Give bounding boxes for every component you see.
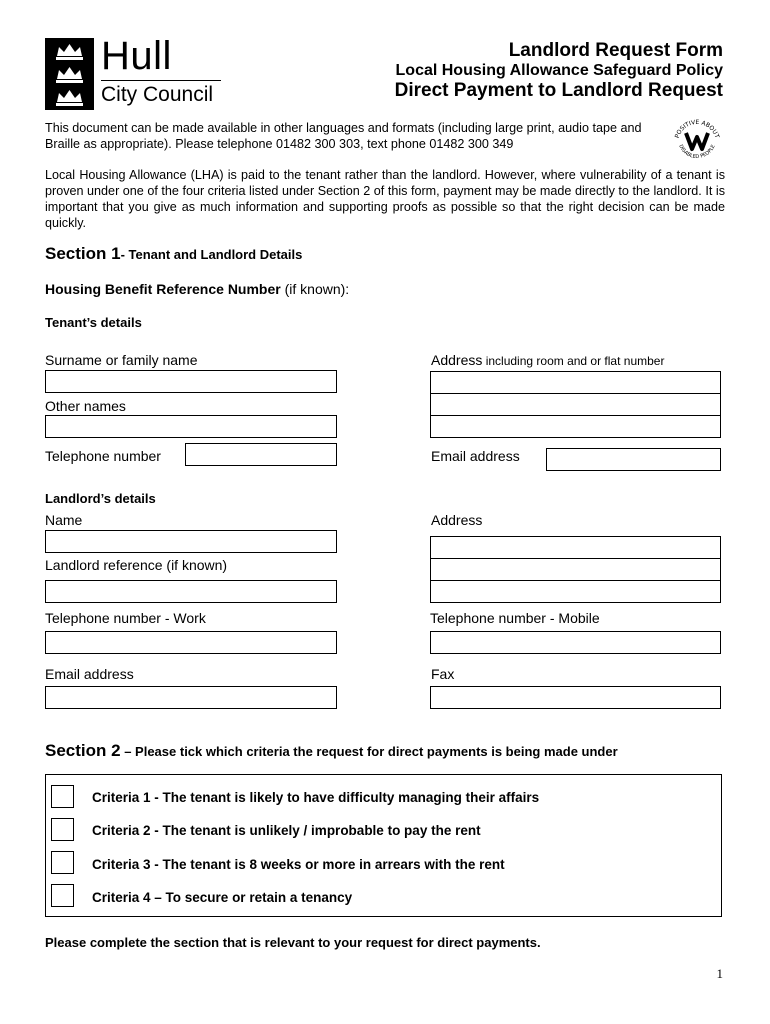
tenant-address-note: including room and or flat number	[482, 354, 665, 368]
landlord-address-line-2[interactable]	[430, 558, 721, 581]
landlord-email-label: Email address	[45, 666, 134, 682]
surname-label: Surname or family name	[45, 352, 198, 368]
landlord-tel-work-input[interactable]	[45, 631, 337, 654]
section1-title-rest: - Tenant and Landlord Details	[120, 247, 303, 262]
section1-title: Section 1	[45, 244, 121, 263]
badge-bottom-text: DISABLED PEOPLE	[677, 143, 717, 161]
criteria-2-checkbox[interactable]	[51, 818, 74, 841]
criteria-1-label: Criteria 1 - The tenant is likely to have difficulty managing their affairs	[92, 790, 540, 805]
landlord-address-label: Address	[431, 512, 483, 528]
form-heading: Direct Payment to Landlord Request	[394, 80, 723, 101]
badge-top-text: POSITIVE ABOUT	[673, 118, 721, 140]
criteria-3-label: Criteria 3 - The tenant is 8 weeks or more in arrears with the rent	[92, 857, 505, 872]
landlord-name-label: Name	[45, 512, 83, 528]
section2-title-rest: – Please tick which criteria the request for direct payments is being made under	[120, 744, 618, 759]
section2-title: Section 2	[45, 741, 121, 760]
criteria-2-label: Criteria 2 - The tenant is unlikely / improbable to pay the rent	[92, 823, 481, 838]
landlord-fax-label: Fax	[431, 666, 455, 682]
tenant-address-label-main: Address	[431, 352, 483, 368]
landlord-reference-label: Landlord reference (if known)	[45, 557, 228, 573]
other-names-label: Other names	[45, 398, 126, 414]
tenant-address-line-2[interactable]	[430, 393, 721, 416]
criteria-1-checkbox[interactable]	[51, 785, 74, 808]
tenant-telephone-label: Telephone number	[45, 448, 161, 464]
tenant-email-input[interactable]	[546, 448, 721, 471]
criteria-3-checkbox[interactable]	[51, 851, 74, 874]
hb-reference-label-bold: Housing Benefit Reference Number	[45, 281, 281, 297]
form-title: Landlord Request Form	[508, 40, 723, 61]
council-crest-logo	[45, 38, 94, 110]
section1-heading	[45, 244, 302, 264]
landlord-tel-mobile-input[interactable]	[430, 631, 721, 654]
tenant-address-line-1[interactable]	[430, 371, 721, 394]
section2-heading	[45, 741, 618, 761]
landlord-reference-input[interactable]	[45, 580, 337, 603]
other-names-input[interactable]	[45, 415, 337, 438]
hb-reference-note: (if known):	[280, 281, 350, 297]
tenant-address-label	[431, 352, 664, 368]
landlord-fax-input[interactable]	[430, 686, 721, 709]
landlord-tel-work-label: Telephone number - Work	[45, 610, 206, 626]
surname-input[interactable]	[45, 370, 337, 393]
page-number: 1	[716, 966, 723, 981]
landlord-address-line-3[interactable]	[430, 580, 721, 603]
tenant-details-title: Tenant’s details	[45, 315, 142, 330]
criteria-4-checkbox[interactable]	[51, 884, 74, 907]
logo-word-hull: Hull	[101, 34, 172, 78]
landlord-email-input[interactable]	[45, 686, 337, 709]
tenant-email-label: Email address	[431, 448, 520, 464]
svg-text:DISABLED PEOPLE	[677, 144, 716, 160]
landlord-address-line-1[interactable]	[430, 536, 721, 559]
hb-reference-label	[45, 281, 349, 297]
positive-about-disabled-people-badge	[670, 117, 724, 163]
tenant-address-line-3[interactable]	[430, 415, 721, 438]
landlord-details-title: Landlord’s details	[45, 491, 156, 506]
landlord-tel-mobile-label: Telephone number - Mobile	[430, 610, 600, 626]
landlord-name-input[interactable]	[45, 530, 337, 553]
footer-instruction: Please complete the section that is relevant to your request for direct payments.	[45, 935, 541, 950]
criteria-4-label: Criteria 4 – To secure or retain a tenancy	[92, 890, 353, 905]
tenant-telephone-input[interactable]	[185, 443, 337, 466]
form-subtitle: Local Housing Allowance Safeguard Policy	[395, 62, 723, 79]
logo-divider	[101, 80, 221, 81]
accessibility-intro: This document can be made available in other languages and formats (including large print, audio tape and Braille as appropriate). Please telephone 01482 300 303, text phone 01482 300 349	[45, 121, 642, 151]
logo-word-city-council: City Council	[101, 83, 214, 106]
lha-explanation: Local Housing Allowance (LHA) is paid to the tenant rather than the landlord. However, where vulnerability of a tenant is proven under one of the four criteria listed under Section 2 of this form, payment may be made directly to the landlord. It is important that you give as much information and supporting proofs as possible so that the right decision can be made quickly.	[45, 168, 725, 230]
